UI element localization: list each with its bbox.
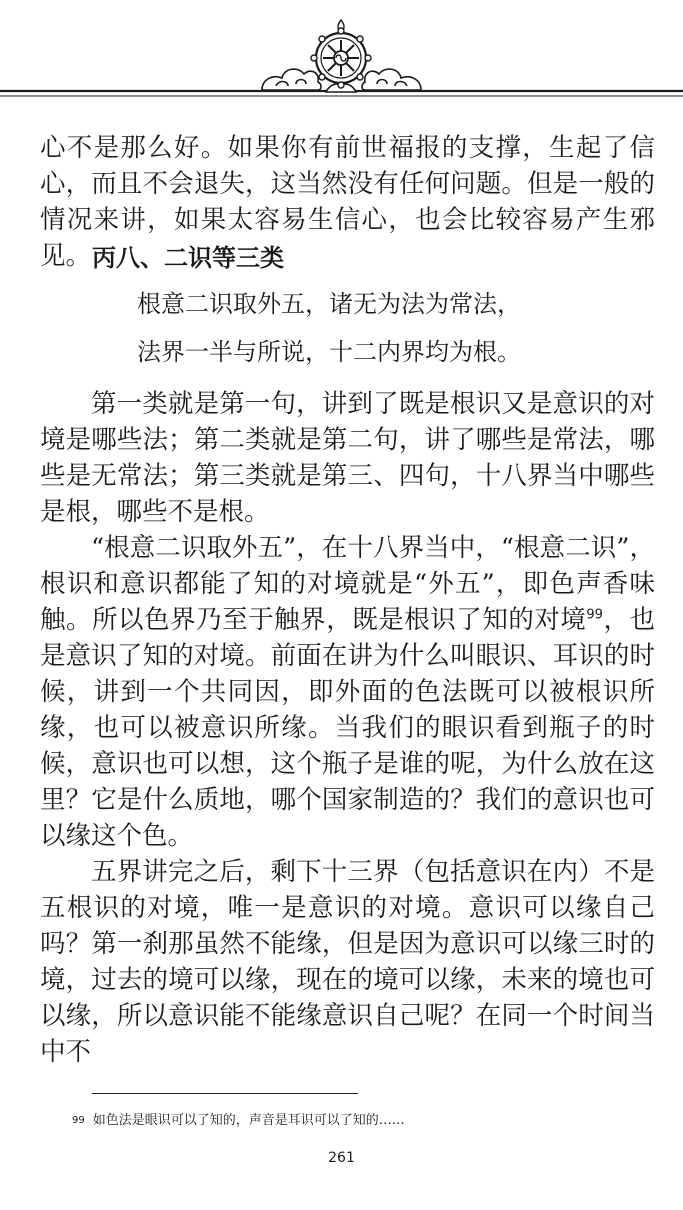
- cloud-right-icon: [362, 69, 421, 90]
- footnote-divider: [92, 1093, 358, 1094]
- paragraph-1: 第一类就是第一句，讲到了既是根识又是意识的对境是哪些法；第二类就是第二句，讲了哪些是常法，哪些是无常法；第三类就是第三、四句，十八界当中哪些是根，哪些不是根。: [40, 389, 655, 527]
- footnote: [72, 1112, 405, 1130]
- footnote-text: 如色法是眼识可以了知的，声音是耳识可以了知的……: [92, 1113, 405, 1128]
- page-number: 261: [328, 1150, 355, 1166]
- cloud-left-icon: [262, 69, 321, 90]
- dharma-wheel-icon: [311, 20, 371, 92]
- section-heading: 丙八、二识等三类: [92, 244, 284, 272]
- paragraph-2-part-2: ，也是意识了知的对境。前面在讲为什么叫眼识、耳识的时候，讲到一个共同因，即外面的色法既可以被根识所缘，也可以被意识所缘。当我们的眼识看到瓶子的时候，意识也可以想，这个瓶子是谁的呢，为什么放在这里？它是什么质地，哪个国家制造的？我们的意识也可以缘这个色。: [40, 605, 655, 851]
- paragraph-2: [40, 530, 655, 854]
- footnote-number: 99: [72, 1115, 85, 1126]
- intro-paragraph: 心不是那么好。如果你有前世福报的支撑，生起了信心，而且不会退失，这当然没有任何问题。但是一般的情况来讲，如果太容易生信心，也会比较容易产生邪见。: [40, 133, 655, 271]
- verse-line-2: 法界一半与所说，十二内界均为根。: [137, 338, 521, 366]
- paragraph-3: 五界讲完之后，剩下十三界（包括意识在内）不是五根识的对境，唯一是意识的对境。意识可以缘自己吗？第一刹那虽然不能缘，但是因为意识可以缘三时的境，过去的境可以缘，现在的境可以缘，未来的境也可以缘，所以意识能不能缘意识自己呢？在同一个时间当中不: [40, 857, 655, 1067]
- paragraph-2-part-1: “根意二识取外五”，在十八界当中，“根意二识”，根识和意识都能了知的对境就是“外五”，即色声香味触。所以色界乃至于触界，既是根识了知的对境: [40, 533, 655, 635]
- header-ornament: [0, 0, 683, 108]
- verse-line-1: 根意二识取外五，诸无为法为常法，: [137, 290, 521, 318]
- body-text: [40, 386, 655, 1070]
- footnote-ref-99[interactable]: 99: [586, 607, 603, 623]
